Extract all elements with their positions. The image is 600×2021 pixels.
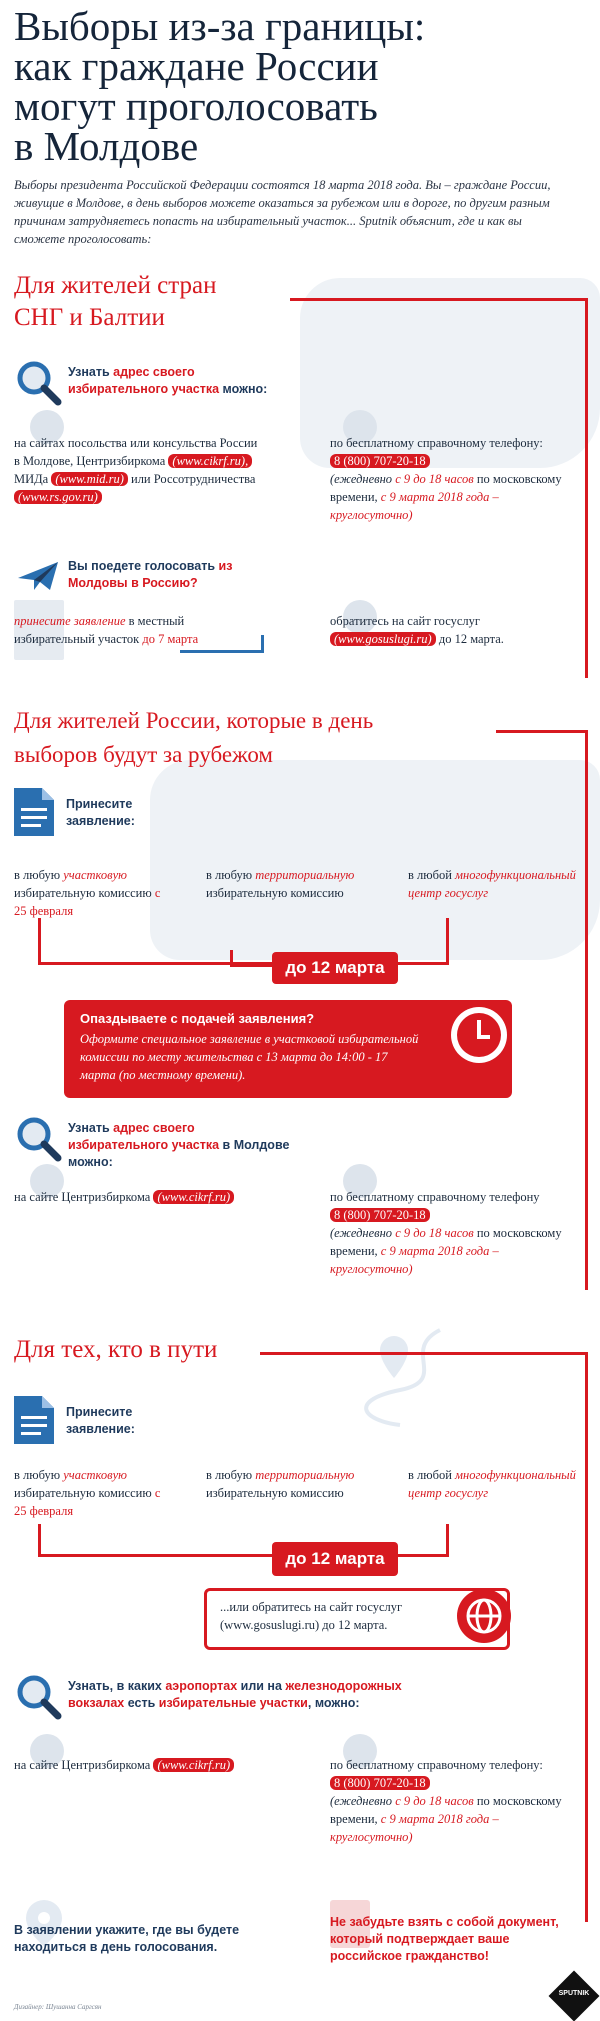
section3-bracket-right	[396, 1524, 449, 1557]
section2-bracket-mid	[230, 950, 273, 967]
phone-number[interactable]: 8 (800) 707-20-18	[330, 454, 430, 468]
clock-icon	[444, 1000, 514, 1070]
section1-frame-right	[585, 298, 588, 678]
document-icon	[14, 788, 54, 836]
section1-bring-underline	[180, 650, 264, 653]
section3-lead: Узнать, в каких аэропортах или на железнодорожных вокзалах есть избирательные участки, можно:	[68, 1679, 402, 1710]
section3-note-left: В заявлении укажите, где вы будете находиться в день голосования.	[14, 1923, 240, 1954]
cikrf-link[interactable]: (www.cikrf.ru),	[168, 454, 252, 468]
gosuslugi-link[interactable]: (www.gosuslugi.ru)	[330, 632, 436, 646]
section2-option-territorial: в любую территориальную избирательную комиссию	[206, 868, 355, 900]
section3-option-precinct: в любую участковую избирательную комиссию с 25 февраля	[14, 1468, 161, 1518]
globe-icon	[456, 1588, 512, 1644]
phone-number[interactable]: 8 (800) 707-20-18	[330, 1208, 430, 1222]
section2-option-precinct: в любую участковую избирательную комиссию с 25 февраля	[14, 868, 161, 918]
magnifier-icon	[14, 358, 62, 406]
section3-frame-top	[260, 1352, 588, 1355]
sputnik-logo-text: SPUTNIK	[558, 1990, 590, 1997]
section3-option-mfc: в любой многофункциональный центр госуслуг	[408, 1468, 576, 1500]
section2-late-text: Оформите специальное заявление в участковой избирательной комиссии по месту жительства с 13 марта до 14:00 - 17 марта (по местному времени).	[80, 1032, 419, 1082]
section1-gosuslugi-text: обратитесь на сайт госуслуг (www.gosuslugi.ru) до 12 марта.	[330, 614, 504, 646]
document-icon	[14, 1396, 54, 1444]
magnifier-icon	[14, 1114, 62, 1162]
section3-heading: Для тех, кто в пути	[14, 1336, 218, 1363]
route-map-icon	[340, 1320, 460, 1430]
phone-number[interactable]: 8 (800) 707-20-18	[330, 1776, 430, 1790]
section1-phone-text: по бесплатному справочному телефону: 8 (800) 707-20-18 (ежедневно с 9 до 18 часов по московскому времени, с 9 марта 2018 года – круглосуточно)	[330, 436, 562, 522]
section2-phone-text: по бесплатному справочному телефону 8 (800) 707-20-18 (ежедневно с 9 до 18 часов по московскому времени, с 9 марта 2018 года – круглосуточно)	[330, 1190, 562, 1276]
section3-deadline-badge: до 12 марта	[272, 1542, 398, 1576]
section3-or-text: ...или обратитесь на сайт госуслуг (www.gosuslugi.ru) до 12 марта.	[220, 1600, 403, 1632]
section1-bring-tick	[261, 635, 264, 653]
section1-frame-top	[290, 298, 588, 301]
section3-bring-label: Принесите заявление:	[66, 1405, 135, 1436]
section1-lead: Узнать адрес своего избирательного участка можно:	[68, 365, 268, 396]
section2-deadline-badge: до 12 марта	[272, 952, 398, 984]
section2-lead: Узнать адрес своего избирательного участка в Молдове можно:	[68, 1121, 290, 1169]
section2-cik-text: на сайте Центризбиркома (www.cikrf.ru)	[14, 1188, 244, 1206]
cikrf-link[interactable]: (www.cikrf.ru)	[153, 1758, 234, 1772]
section3-option-territorial: в любую территориальную избирательную комиссию	[206, 1468, 355, 1500]
section2-frame-right	[585, 730, 588, 1290]
intro-text: Выборы президента Российской Федерации состоятся 18 марта 2018 года. Вы – граждане России, живущие в Молдове, в день выборов можете оказаться за рубежом или в дороге, по другим разным причинам затрудняетесь попасть на избирательный участок... Sputnik объяснит, где и как вы сможете проголосовать:	[14, 178, 551, 246]
section3-note-right: Не забудьте взять с собой документ, который подтверждает ваше российское гражданство!	[330, 1915, 559, 1963]
section1-heading: Для жителей стран СНГ и Балтии	[14, 272, 217, 331]
section3-cik-text: на сайте Центризбиркома (www.cikrf.ru)	[14, 1756, 244, 1774]
section2-bring-label: Принесите заявление:	[66, 797, 135, 828]
section2-bracket-right	[396, 918, 449, 965]
section2-late-title: Опаздываете с подачей заявления?	[80, 1011, 315, 1026]
section3-bracket-left	[38, 1524, 275, 1557]
section3-frame-right	[585, 1352, 588, 1922]
mid-link[interactable]: (www.mid.ru)	[51, 472, 128, 486]
section2-option-mfc: в любой многофункциональный центр госуслуг	[408, 868, 576, 900]
section2-frame-top	[496, 730, 588, 733]
designer-credit: Дизайнер: Шушанна Саргсян	[14, 2003, 102, 2011]
rs-link[interactable]: (www.rs.gov.ru)	[14, 490, 102, 504]
section2-heading: Для жителей России, которые в день выборов будут за рубежом	[14, 708, 374, 767]
section1-bring-text: принесите заявление в местный избирательный участок до 7 марта	[14, 614, 199, 646]
section1-question: Вы поедете голосовать из Молдовы в Россию?	[68, 559, 233, 590]
page-title: Выборы из-за границы: как граждане России могут проголосовать в Молдове	[14, 3, 426, 169]
section1-embassy-text: на сайтах посольства или консульства России в Молдове, Центризбиркома (www.cikrf.ru), МИДа (www.mid.ru) или Россотрудничества (www.rs.gov.ru)	[14, 436, 258, 504]
section3-phone-text: по бесплатному справочному телефону: 8 (800) 707-20-18 (ежедневно с 9 до 18 часов по московскому времени, с 9 марта 2018 года – круглосуточно)	[330, 1758, 562, 1844]
cikrf-link[interactable]: (www.cikrf.ru)	[153, 1190, 234, 1204]
magnifier-icon	[14, 1672, 62, 1720]
airplane-icon	[14, 556, 62, 596]
